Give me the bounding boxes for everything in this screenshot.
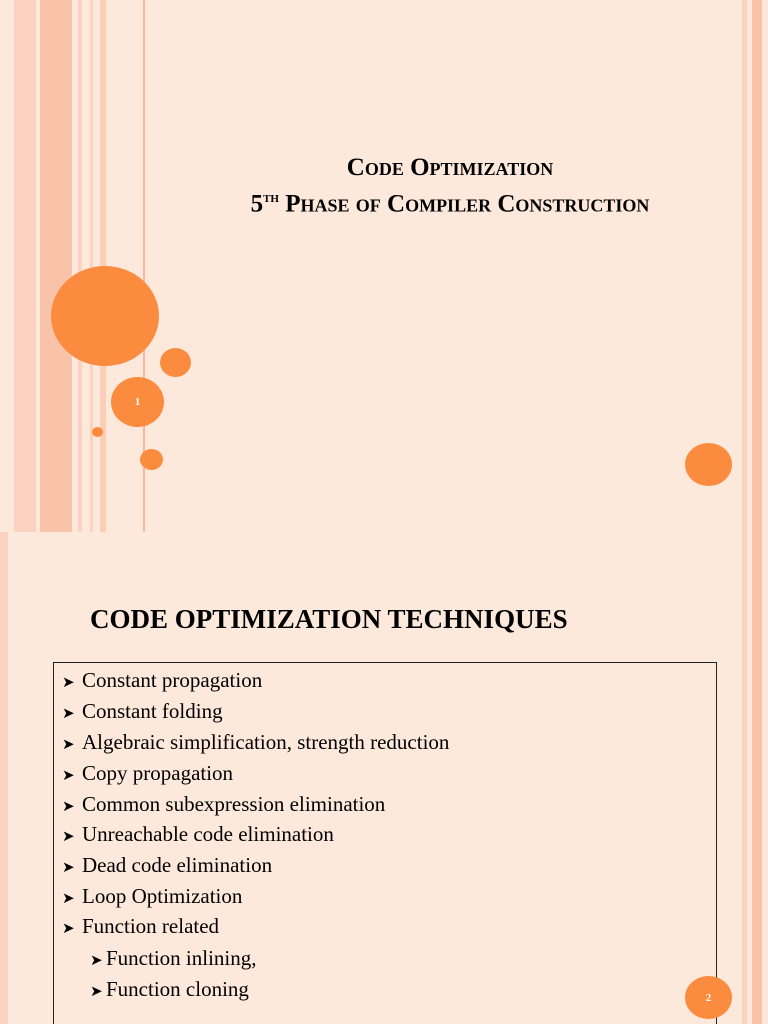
slide-title xyxy=(180,154,720,182)
list-item xyxy=(62,822,334,847)
bullet-list-box xyxy=(53,662,717,1024)
list-item xyxy=(62,730,449,755)
list-item xyxy=(62,914,219,939)
arrow-bullet-icon: ➤ xyxy=(62,737,75,753)
list-item-text: Function cloning xyxy=(106,977,249,1001)
decorative-stripe xyxy=(742,0,747,532)
decorative-stripe xyxy=(78,0,82,532)
decorative-circle-large xyxy=(51,266,159,366)
decorative-stripe xyxy=(0,532,8,1024)
list-item-text: Unreachable code elimination xyxy=(82,822,334,846)
list-item-text: Algebraic simplification, strength reduction xyxy=(82,730,450,754)
decorative-circle xyxy=(160,348,191,377)
arrow-bullet-icon: ➤ xyxy=(62,706,75,722)
arrow-bullet-icon: ➤ xyxy=(62,675,75,691)
title-main: Code Optimization xyxy=(346,154,554,181)
list-item-text: Common subexpression elimination xyxy=(82,792,386,816)
list-item-text: Function inlining, xyxy=(106,946,257,970)
list-item-text: Function related xyxy=(82,914,220,938)
list-item xyxy=(62,699,223,724)
page-number: 1 xyxy=(134,396,141,408)
title-phase-sup: th xyxy=(263,190,279,206)
arrow-bullet-icon: ➤ xyxy=(90,984,103,1000)
list-item-text: Constant folding xyxy=(82,699,223,723)
title-phase-number: 5 xyxy=(250,190,264,218)
decorative-stripe xyxy=(14,0,36,532)
list-item xyxy=(62,792,385,817)
slide-subtitle xyxy=(180,190,720,218)
decorative-stripe xyxy=(90,0,93,532)
list-item xyxy=(62,668,262,693)
arrow-bullet-icon: ➤ xyxy=(62,799,75,815)
title-phase-text: Phase of Compiler Construction xyxy=(285,190,650,218)
slide-heading: CODE OPTIMIZATION TECHNIQUES xyxy=(90,604,568,634)
sub-list-item xyxy=(90,977,249,1002)
arrow-bullet-icon: ➤ xyxy=(62,860,75,876)
decorative-stripe xyxy=(40,0,72,532)
arrow-bullet-icon: ➤ xyxy=(90,953,103,969)
decorative-circle xyxy=(685,443,732,486)
page-number-badge xyxy=(685,976,732,1019)
arrow-bullet-icon: ➤ xyxy=(62,921,75,937)
decorative-stripe xyxy=(742,532,747,1024)
arrow-bullet-icon: ➤ xyxy=(62,891,75,907)
list-item-text: Constant propagation xyxy=(82,668,263,692)
decorative-stripe xyxy=(752,532,762,1024)
decorative-circle xyxy=(92,427,103,437)
arrow-bullet-icon: ➤ xyxy=(62,768,75,784)
slide-2 xyxy=(0,532,768,1024)
page-number: 2 xyxy=(705,991,712,1004)
list-item-text: Loop Optimization xyxy=(82,884,243,908)
decorative-stripe xyxy=(752,0,762,532)
page-number-badge xyxy=(111,377,164,427)
list-item xyxy=(62,853,272,878)
list-item xyxy=(62,761,233,786)
list-item-text: Copy propagation xyxy=(82,761,234,785)
sub-list-item xyxy=(90,946,257,971)
list-item-text: Dead code elimination xyxy=(82,853,273,877)
list-item xyxy=(62,884,242,909)
decorative-circle xyxy=(140,449,163,470)
arrow-bullet-icon: ➤ xyxy=(62,829,75,845)
